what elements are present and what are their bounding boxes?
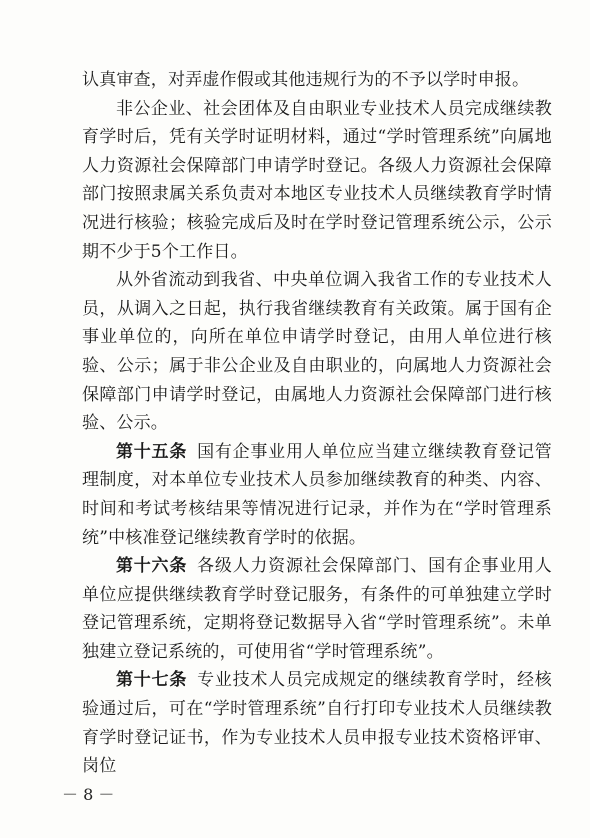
article-16-title: 第十六条: [116, 556, 188, 577]
paragraph-3: [82, 266, 552, 438]
document-body: [82, 66, 552, 781]
paragraph-3-text: 从外省流动到我省、中央单位调入我省工作的专业技术人员，从调入之日起，执行我省继续教育有关政策。属于国有企事业单位的，向所在单位申请学时登记，由用人单位进行核验、公示；属于非公企业及自由职业的，向属地人力资源社会保障部门申请学时登记，由属地人力资源社会保障部门进行核验、公示。: [82, 270, 552, 434]
paragraph-2: [82, 95, 552, 267]
article-16: [82, 552, 552, 666]
article-17-text: 专业技术人员完成规定的继续教育学时，经核验通过后，可在“学时管理系统”自行打印专业技术人员继续教育学时登记证书，作为专业技术人员申报专业技术资格评审、岗位: [82, 670, 552, 777]
article-15: [82, 438, 552, 552]
article-17-title: 第十七条: [116, 670, 188, 691]
page-number: － 8 －: [62, 785, 115, 804]
article-15-text: 国有企事业用人单位应当建立继续教育登记管理制度，对本单位专业技术人员参加继续教育的种类、内容、时间和考试考核结果等情况进行记录，并作为在“学时管理系统”中核准登记继续教育学时的依据。: [82, 441, 552, 548]
article-16-text: 各级人力资源社会保障部门、国有企事业用人单位应提供继续教育学时登记服务，有条件的可单独建立学时登记管理系统，定期将登记数据导入省“学时管理系统”。未单独建立登记系统的，可使用省“学时管理系统”。: [82, 556, 552, 662]
article-15-title: 第十五条: [116, 441, 188, 462]
paragraph-1-text: 认真审查，对弄虚作假或其他违规行为的不予以学时申报。: [82, 70, 530, 90]
paragraph-2-text: 非公企业、社会团体及自由职业专业技术人员完成继续教育学时后，凭有关学时证明材料，通过“学时管理系统”向属地人力资源社会保障部门申请学时登记。各级人力资源社会保障部门按照隶属关系负责对本地区专业技术人员继续教育学时情况进行核验；核验完成后及时在学时登记管理系统公示，公示期不少于5个工作日。: [82, 98, 552, 262]
article-17: [82, 666, 552, 780]
paragraph-1: [82, 66, 552, 95]
